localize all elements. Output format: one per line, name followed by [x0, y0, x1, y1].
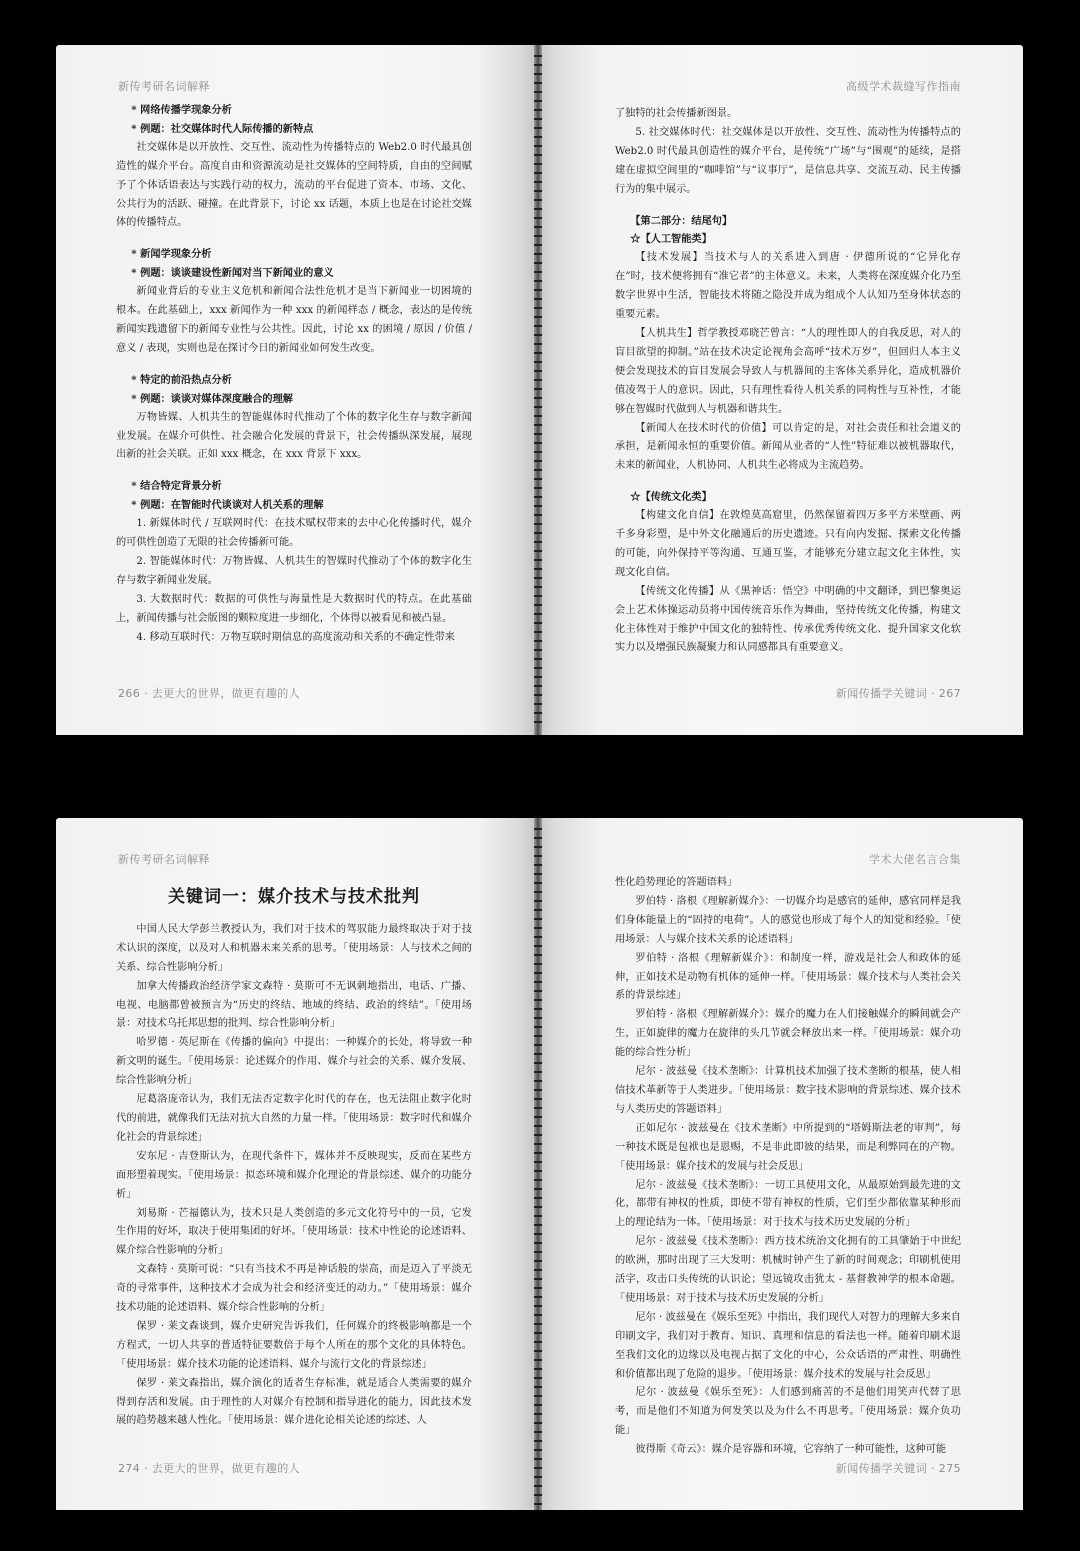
page-number: 新闻传播学关键词 · 275: [835, 1462, 961, 1475]
paragraph: 4. 移动互联时代：万物互联时期信息的高度流动和关系的不确定性带来: [136, 631, 455, 643]
binding-ring: [534, 945, 542, 947]
section-heading: 【第二部分：结尾句】: [630, 214, 733, 227]
binding-ring: [534, 864, 542, 866]
binding-ring: [534, 1080, 542, 1082]
binding-ring: [534, 1071, 542, 1073]
paragraph: 【传统文化传播】从《黑神话：悟空》中明确的中文翻译，到巴黎奥运会上艺术体操运动员将中国传统音乐作为舞曲，坚持传统文化传播，构建文化主体性对于维护中国文化的独特性、传承优秀传统文化、提升国家文化软实力以及增强民族凝聚力和认同感都具有重要意义。: [615, 585, 961, 654]
binding-ring: [534, 1197, 542, 1199]
page-274: [56, 818, 536, 1510]
binding-ring: [534, 1476, 542, 1478]
binding-ring: [534, 1260, 542, 1262]
binding-ring: [534, 891, 542, 893]
binding-ring: [534, 972, 542, 974]
paragraph: 【人机共生】哲学教授邓晓芒曾言：“人的理性即人的自我反思，对人的盲目欲望的抑制。”站在技术决定论视角会高呼“技术万岁”，但回归人本主义便会发现技术的盲目发展会导致人与机器间的主客体关系异化，造成机器价值凌驾于人的意识。因此，只有理性看待人机关系的同构性与互补性，才能够在智媒时代做到人与机器和谐共生。: [615, 327, 961, 415]
section-heading: ☆【人工智能类】: [630, 233, 712, 246]
binding-ring: [534, 244, 542, 246]
binding-ring: [534, 1278, 542, 1280]
paragraph: 加拿大传播政治经济学家文森特 · 莫斯可不无讽刺地指出，电话、广播、电视、电脑都曾被预言为“历史的终结、地域的终结、政治的终结”。「使用场景：对技术乌托邦思想的批判、综合性影响分析」: [116, 980, 472, 1030]
binding-ring: [534, 388, 542, 390]
binding-ring: [534, 1224, 542, 1226]
binding-ring: [534, 1494, 542, 1496]
binding-ring: [534, 1269, 542, 1271]
binding-ring: [534, 505, 542, 507]
binding-ring: [534, 1008, 542, 1010]
binding-ring: [534, 1179, 542, 1181]
binding-ring: [534, 145, 542, 147]
binding-ring: [534, 532, 542, 534]
running-head: 新传考研名词解释: [118, 80, 210, 93]
paragraph: 2. 智能媒体时代：万物皆媒、人机共生的智媒时代推动了个体的数字化生存与数字新闻业发展。: [116, 555, 472, 586]
section-heading: * 例题：在智能时代谈谈对人机关系的理解: [131, 499, 324, 512]
binding-ring: [534, 1116, 542, 1118]
binding-ring: [534, 918, 542, 920]
paragraph: 彼得斯《奇云》：媒介是容器和环境，它容纳了一种可能性，这种可能: [635, 1444, 947, 1456]
paragraph: 罗伯特 · 洛根《理解新媒介》：一切媒介均是感官的延伸，感官同样是我们身体能量上的“固持的电荷”。人的感觉也形成了每个人的知觉和经验。「使用场景：人与媒介技术关系的论述语料」: [615, 895, 961, 945]
binding-ring: [534, 1017, 542, 1019]
page-body: [615, 874, 961, 1460]
binding-ring: [534, 963, 542, 965]
binding-ring: [534, 298, 542, 300]
binding-ring: [534, 1368, 542, 1370]
page-number: 266 · 去更大的世界，做更有趣的人: [118, 687, 301, 700]
binding-ring: [534, 253, 542, 255]
binding-ring: [534, 1422, 542, 1424]
binding-ring: [534, 837, 542, 839]
binding-ring: [534, 712, 542, 714]
binding-ring: [534, 1458, 542, 1460]
binding-ring: [534, 397, 542, 399]
binding-ring: [534, 604, 542, 606]
binding-ring: [534, 1215, 542, 1217]
running-head: 新传考研名词解释: [118, 853, 210, 866]
page-body: [116, 101, 472, 647]
book-spread-top: [0, 45, 1080, 735]
paragraph: 刘易斯 · 芒福德认为，技术只是人类创造的多元文化符号中的一员，它发生作用的好坏，取决于使用集团的好坏。「使用场景：技术中性论的论述语料、媒介综合性影响的分析」: [116, 1207, 472, 1257]
binding-ring: [534, 100, 542, 102]
section-heading: * 结合特定背景分析: [131, 480, 222, 493]
paragraph: 3. 大数据时代：数据的可供性与海量性是大数据时代的特点。在此基础上，新闻传播与社会版图的颗粒度进一步细化，个体得以被看见和被凸显。: [116, 593, 472, 624]
binding-ring: [534, 909, 542, 911]
binding-ring: [534, 1251, 542, 1253]
binding-ring: [534, 559, 542, 561]
binding-ring: [534, 487, 542, 489]
binding-rings: [534, 45, 542, 735]
paragraph: 尼尔 · 波兹曼《技术垄断》：西方技术统治文化拥有的工具肇始于中世纪的欧洲，那时出现了三大发明：机械时钟产生了新的时间观念；印刷机使用活字，攻击口头传统的认识论；望远镜攻击犹太 - 基督教神学的根本命题。「使用场景：对于技术与技术历史发展的分析」: [615, 1236, 961, 1304]
book-spread-bottom: [0, 818, 1080, 1510]
section-heading: * 例题：谈谈对媒体深度融合的理解: [131, 392, 293, 405]
binding-ring: [534, 370, 542, 372]
paragraph: 【新闻人在技术时代的价值】可以肯定的是，对社会责任和社会道义的承担，是新闻永恒的重要价值。新闻从业者的“人性”特征难以被机器取代，未来的新闻业，人机协同、人机共生必将成为主流趋势。: [615, 422, 961, 472]
paragraph: 正如尼尔 · 波兹曼在《技术垄断》中所提到的“塔姆斯法老的审判”，每一种技术既是包袱也是恩赐，不是非此即彼的结果，而是利弊同在的产物。「使用场景：媒介技术的发展与社会反思」: [615, 1122, 961, 1172]
binding-ring: [534, 262, 542, 264]
binding-ring: [534, 127, 542, 129]
binding-ring: [534, 990, 542, 992]
paragraph: 1. 新媒体时代 / 互联网时代：在技术赋权带来的去中心化传播时代，媒介的可供性创造了无限的社会传播新可能。: [116, 518, 472, 549]
paragraph: 尼尔 · 波兹曼在《娱乐至死》中指出，我们现代人对智力的理解大多来自印刷文字，我们对于教育、知识、真理和信息的看法也一样。随着印刷术退至我们文化的边缘以及电视占据了文化的中心，公众话语的严肃性、明确性和价值都出现了危险的退步。「使用场景：媒介技术的发展与社会反思」: [615, 1311, 961, 1380]
binding-ring: [534, 703, 542, 705]
binding-ring: [534, 721, 542, 723]
binding-ring: [534, 550, 542, 552]
binding-ring: [534, 199, 542, 201]
binding-ring: [534, 981, 542, 983]
page-body: [116, 888, 472, 1431]
page-body: [615, 105, 961, 658]
binding-ring: [534, 226, 542, 228]
paragraph: 【技术发展】当技术与人的关系进入到唐 · 伊德所说的“它异化存在”时，技术便将拥有“准它者”的主体意义。未来，人类将在深度媒介化乃至数字世界中生活，智能技术将随之隐没并成为组成个人认知乃至身体状态的重要元素。: [615, 252, 961, 321]
binding-rings: [534, 818, 542, 1510]
binding-ring: [534, 667, 542, 669]
binding-ring: [534, 217, 542, 219]
binding-ring: [534, 289, 542, 291]
binding-ring: [534, 1026, 542, 1028]
binding-ring: [534, 1044, 542, 1046]
binding-ring: [534, 1359, 542, 1361]
binding-ring: [534, 163, 542, 165]
binding-ring: [534, 235, 542, 237]
section-heading: * 例题：社交媒体时代人际传播的新特点: [131, 122, 314, 135]
binding-ring: [534, 595, 542, 597]
binding-ring: [534, 1485, 542, 1487]
binding-ring: [534, 415, 542, 417]
binding-ring: [534, 1305, 542, 1307]
binding-ring: [534, 1233, 542, 1235]
binding-ring: [534, 190, 542, 192]
binding-ring: [534, 649, 542, 651]
binding-ring: [534, 1143, 542, 1145]
binding-ring: [534, 1395, 542, 1397]
binding-ring: [534, 478, 542, 480]
binding-ring: [534, 1134, 542, 1136]
binding-ring: [534, 676, 542, 678]
binding-ring: [534, 109, 542, 111]
chapter-title: 关键词一：媒介技术与技术批判: [168, 887, 420, 907]
binding-ring: [534, 613, 542, 615]
binding-ring: [534, 577, 542, 579]
binding-ring: [534, 882, 542, 884]
binding-ring: [534, 640, 542, 642]
page-267: [540, 45, 1023, 735]
binding-ring: [534, 631, 542, 633]
running-head: 学术大佬名言合集: [869, 853, 961, 866]
binding-ring: [534, 91, 542, 93]
binding-ring: [534, 64, 542, 66]
binding-ring: [534, 1386, 542, 1388]
page-number: 新闻传播学关键词 · 267: [835, 687, 961, 700]
binding-ring: [534, 424, 542, 426]
binding-ring: [534, 82, 542, 84]
binding-ring: [534, 460, 542, 462]
binding-ring: [534, 154, 542, 156]
binding-ring: [534, 1161, 542, 1163]
binding-ring: [534, 343, 542, 345]
binding-ring: [534, 406, 542, 408]
page-number: 274 · 去更大的世界，做更有趣的人: [118, 1462, 301, 1475]
binding-ring: [534, 586, 542, 588]
binding-ring: [534, 873, 542, 875]
running-head: 高级学术裁缝写作指南: [846, 80, 961, 93]
binding-ring: [534, 936, 542, 938]
binding-ring: [534, 55, 542, 57]
binding-ring: [534, 379, 542, 381]
paragraph: 安东尼 · 吉登斯认为，在现代条件下，媒体并不反映现实，反而在某些方面形塑着现实。「使用场景：拟态环境和媒介化理论的背景综述、媒介的功能分析」: [116, 1150, 472, 1200]
binding-ring: [534, 181, 542, 183]
paragraph: 中国人民大学彭兰教授认为，我们对于技术的驾驭能力最终取决于对于技术认识的深度，以及对人和机器未来关系的思考。「使用场景：人与技术之间的关系、综合性影响分析」: [116, 923, 472, 973]
binding-ring: [534, 1314, 542, 1316]
binding-ring: [534, 1188, 542, 1190]
paragraph: 性化趋势理论的答题语料」: [615, 877, 738, 888]
section-heading: * 例题：谈谈建设性新闻对当下新闻业的意义: [131, 267, 334, 280]
paragraph: 5. 社交媒体时代：社交媒体是以开放性、交互性、流动性为传播特点的 Web2.0 时代最具创造性的媒介平台，是传统“广场”与“围观”的延续，是搭建在虚拟空间里的“咖啡馆”与“议事厅”，是信息共享、交流互动、民主传播行为的集中展示。: [615, 126, 961, 195]
paragraph: 尼尔 · 波兹曼《技术垄断》：一切工具使用文化，从最原始到最先进的文化，都带有神权的性质，即使不带有神权的性质，它们至少都依靠某种形而上的理论结为一体。「使用场景：对于技术与技术历史发展的分析」: [615, 1179, 961, 1229]
binding-ring: [534, 1449, 542, 1451]
binding-ring: [534, 1440, 542, 1442]
section-heading: * 网络传播学现象分析: [131, 104, 232, 116]
binding-ring: [534, 1413, 542, 1415]
paragraph: 罗伯特 · 洛根《理解新媒介》：和制度一样，游戏是社会人和政体的延伸，正如技术是动物有机体的延伸一样。「使用场景：媒介技术与人类社会关系的背景综述」: [615, 952, 961, 1002]
binding-ring: [534, 208, 542, 210]
paragraph: 保罗 · 莱文森谈到，媒介史研究告诉我们，任何媒介的终极影响都是一个方程式，一切人共享的普适特征要数倍于每个人所在的那个文化的具体特色。「使用场景：媒介技术功能的论述语料、媒介与流行文化的背景综述」: [116, 1320, 472, 1370]
paragraph: 尼尔 · 波兹曼《娱乐至死》：人们感到痛苦的不是他们用笑声代替了思考，而是他们不知道为何发笑以及为什么不再思考。「使用场景：媒介负功能」: [615, 1387, 961, 1437]
binding-ring: [534, 280, 542, 282]
binding-ring: [534, 1062, 542, 1064]
binding-ring: [534, 694, 542, 696]
binding-ring: [534, 496, 542, 498]
binding-ring: [534, 1170, 542, 1172]
binding-ring: [534, 1089, 542, 1091]
paragraph: 尼尔 · 波兹曼《技术垄断》：计算机技术加强了技术垄断的根基，使人相信技术革新等于人类进步。「使用场景：数字技术影响的背景综述、媒介技术与人类历史的答题语料」: [615, 1066, 961, 1115]
binding-ring: [534, 1341, 542, 1343]
section-heading: * 新闻学现象分析: [131, 248, 212, 261]
paragraph: 哈罗德 · 英尼斯在《传播的偏向》中提出：一种媒介的长处，将导致一种新文明的诞生。「使用场景：论述媒介的作用、媒介与社会的关系、媒介发展、综合性影响分析」: [116, 1037, 472, 1087]
paragraph: 了独特的社会传播新图景。: [615, 108, 738, 119]
binding-ring: [534, 685, 542, 687]
binding-ring: [534, 514, 542, 516]
binding-ring: [534, 1377, 542, 1379]
binding-ring: [534, 316, 542, 318]
binding-ring: [534, 1323, 542, 1325]
paragraph: 文森特 · 莫斯可说：“只有当技术不再是神话般的崇高，而是迈入了平淡无奇的寻常事件，这种技术才会成为社会和经济变迁的动力。”「使用场景：媒介技术功能的论述语料、媒介综合性影响的分析」: [116, 1264, 472, 1314]
binding-ring: [534, 846, 542, 848]
binding-ring: [534, 172, 542, 174]
binding-ring: [534, 433, 542, 435]
binding-ring: [534, 541, 542, 543]
binding-ring: [534, 325, 542, 327]
binding-ring: [534, 954, 542, 956]
binding-ring: [534, 658, 542, 660]
page-275: [540, 818, 1023, 1510]
binding-ring: [534, 1287, 542, 1289]
paragraph: 保罗 · 莱文森指出，媒介演化的适者生存标准，就是适合人类需要的媒介得到存活和发展。由于理性的人对媒介有控制和指导进化的能力，因此技术发展的趋势越来越人性化。「使用场景：媒介进化论相关论述的综述、人: [116, 1377, 472, 1427]
binding-ring: [534, 568, 542, 570]
binding-ring: [534, 523, 542, 525]
binding-ring: [534, 136, 542, 138]
chapter-text: [116, 921, 472, 1431]
binding-ring: [534, 442, 542, 444]
page-266: [56, 45, 536, 735]
binding-ring: [534, 73, 542, 75]
binding-ring: [534, 469, 542, 471]
binding-ring: [534, 307, 542, 309]
binding-ring: [534, 1242, 542, 1244]
binding-ring: [534, 1503, 542, 1505]
binding-ring: [534, 999, 542, 1001]
binding-ring: [534, 828, 542, 830]
binding-ring: [534, 1350, 542, 1352]
paragraph: 万物皆媒、人机共生的智能媒体时代推动了个体的数字化生存与数字新闻业发展。在媒介可供性、社会融合化发展的背景下，社会传播纵深发展，展现出新的社会关联。正如 xxx 概念，在 xxx 背景下 xxx。: [116, 411, 472, 461]
binding-ring: [534, 1053, 542, 1055]
binding-ring: [534, 1125, 542, 1127]
binding-ring: [534, 1467, 542, 1469]
binding-ring: [534, 1152, 542, 1154]
binding-ring: [534, 622, 542, 624]
binding-ring: [534, 1107, 542, 1109]
binding-ring: [534, 334, 542, 336]
binding-ring: [534, 1431, 542, 1433]
section-heading: ☆【传统文化类】: [630, 491, 712, 504]
binding-ring: [534, 118, 542, 120]
binding-ring: [534, 361, 542, 363]
binding-ring: [534, 1332, 542, 1334]
binding-ring: [534, 451, 542, 453]
binding-ring: [534, 1098, 542, 1100]
binding-ring: [534, 1404, 542, 1406]
binding-ring: [534, 1296, 542, 1298]
binding-ring: [534, 927, 542, 929]
binding-ring: [534, 855, 542, 857]
binding-ring: [534, 352, 542, 354]
paragraph: 【构建文化自信】在敦煌莫高窟里，仍然保留着四万多平方米壁画、两千多身彩塑，是中外文化融通后的历史遗迹。只有向内发掘、探索文化传播的可能，向外保持平等沟通、互通互鉴，才能够充分建立起文化主体性，实现文化自信。: [615, 510, 961, 578]
paragraph: 新闻业背后的专业主义危机和新闻合法性危机才是当下新闻业一切困境的根本。在此基础上，xxx 新闻作为一种 xxx 的新闻样态 / 概念，表达的是传统新闻实践遗留下的新闻专业性与公共性。因此，讨论 xx 的困境 / 原因 / 价值 / 意义 / 表现，实则也是在探讨今日的新闻业如何发生改变。: [116, 286, 472, 354]
binding-ring: [534, 1206, 542, 1208]
paragraph: 尼葛洛庞帝认为，我们无法否定数字化时代的存在，也无法阻止数字化时代的前进，就像我们无法对抗大自然的力量一样。「使用场景：数字时代和媒介化社会的背景综述」: [116, 1094, 472, 1143]
paragraph: 罗伯特 · 洛根《理解新媒介》：媒介的魔力在人们接触媒介的瞬间就会产生，正如旋律的魔力在旋律的头几节就会释放出来一样。「使用场景：媒介功能的综合性分析」: [615, 1009, 961, 1059]
binding-ring: [534, 271, 542, 273]
paragraph: 社交媒体是以开放性、交互性、流动性为传播特点的 Web2.0 时代最具创造性的媒介平台。高度自由和资源流动是社交媒体的空间特质，自由的空间赋予了个体话语表达与实践行动的权力，流动的平台促进了资本、市场、文化、公共行为的活跃、碰撞。在此背景下，讨论 xx 话题，本质上也是在讨论社交媒体的传播特点。: [116, 141, 472, 229]
section-heading: * 特定的前沿热点分析: [131, 373, 232, 386]
binding-ring: [534, 900, 542, 902]
binding-ring: [534, 1035, 542, 1037]
